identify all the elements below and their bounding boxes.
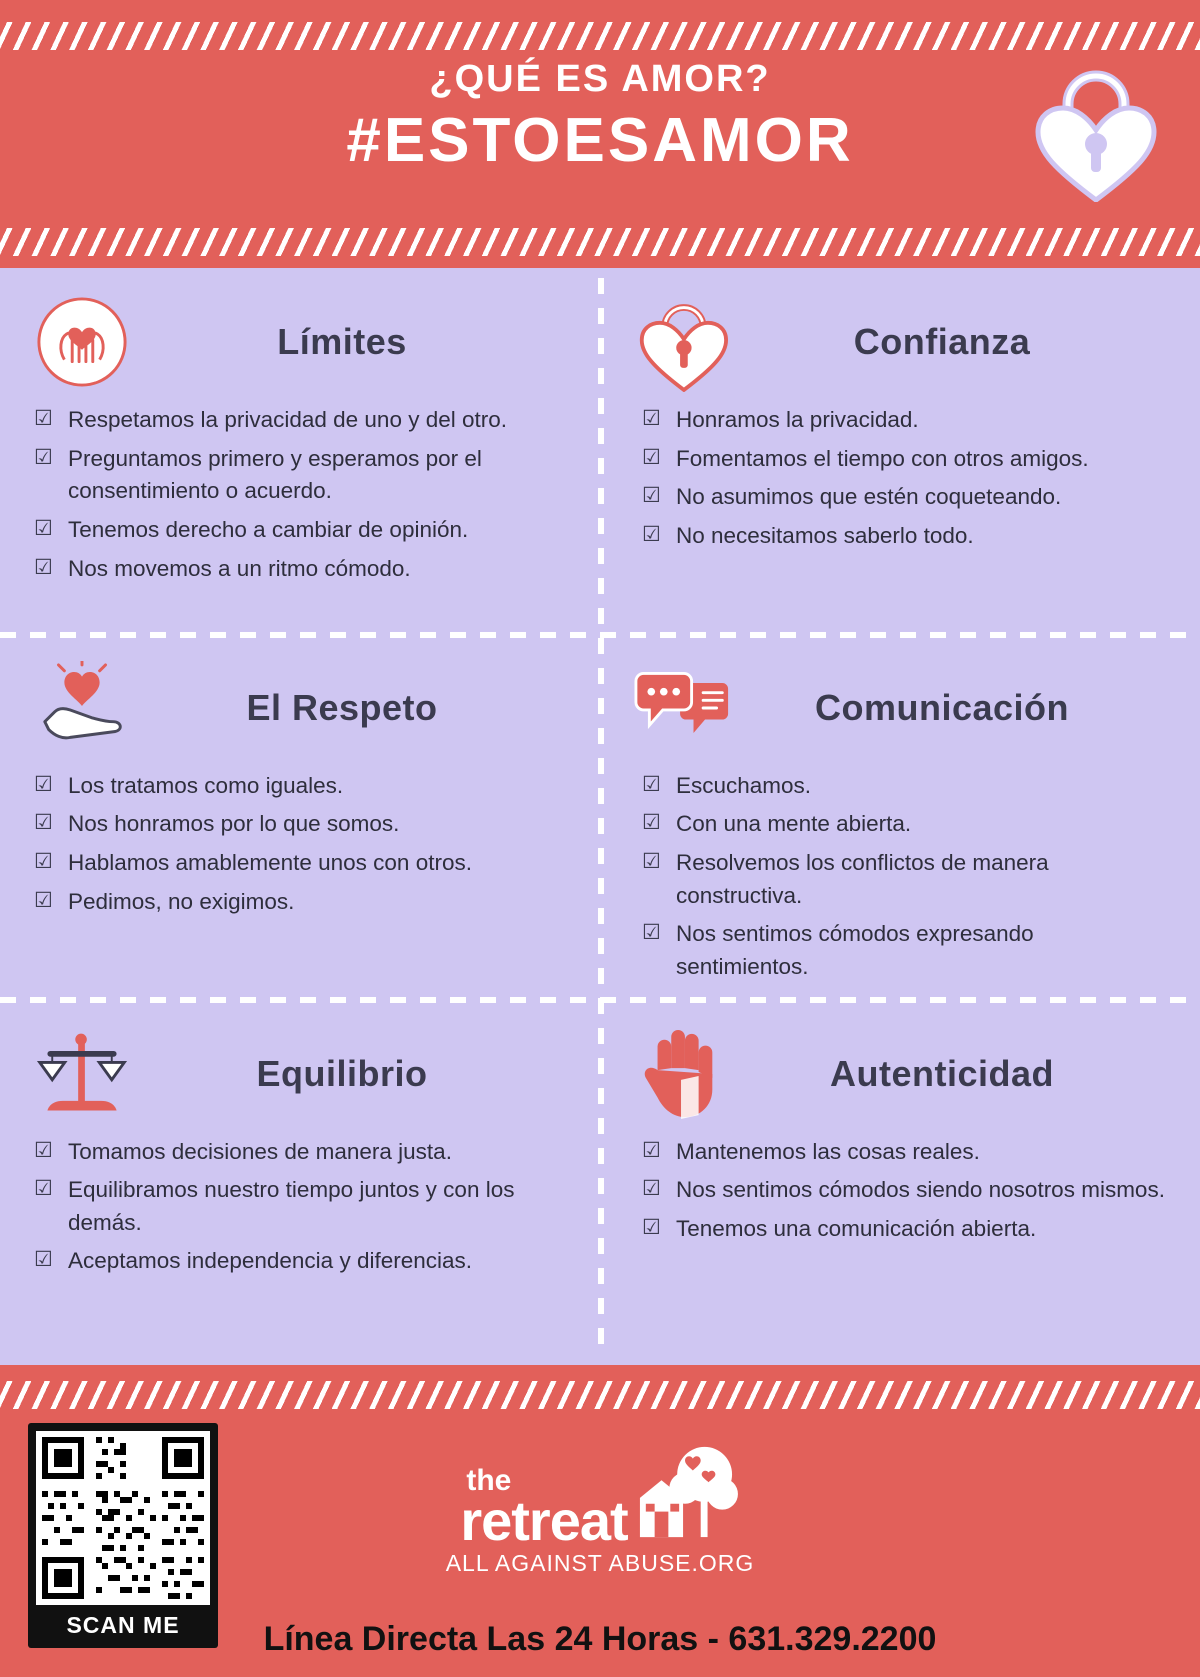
check-icon: ☑: [34, 850, 53, 873]
list-item-text: Tomamos decisiones de manera justa.: [68, 1138, 452, 1164]
list-item: [34, 770, 566, 803]
check-icon: ☑: [642, 1215, 661, 1239]
list-item-text: Nos movemos a un ritmo cómodo.: [68, 555, 411, 581]
section-title: Equilibrio: [256, 1052, 428, 1094]
list-item: [642, 520, 1166, 553]
list-item-text: Pedimos, no exigimos.: [68, 888, 295, 914]
stripe-decoration-top: [0, 22, 1200, 50]
check-icon: ☑: [642, 445, 661, 469]
list-item-text: Equilibramos nuestro tiempo juntos y con los demás.: [68, 1177, 515, 1235]
list-item: [642, 404, 1166, 437]
list-item: [34, 404, 566, 437]
list-item-text: Resolvemos los conflictos de manera constructiva.: [676, 850, 1049, 908]
section-bullets: [34, 1136, 566, 1279]
section-title: Límites: [277, 321, 407, 362]
section-bullets: [642, 1136, 1166, 1246]
check-icon: ☑: [642, 772, 661, 796]
list-item: [642, 1174, 1166, 1207]
section-header: [634, 290, 1166, 394]
list-item-text: No asumimos que estén coqueteando.: [676, 484, 1062, 510]
list-item: [34, 808, 566, 841]
list-item-text: Mantenemos las cosas reales.: [676, 1138, 980, 1164]
list-item-text: Tenemos derecho a cambiar de opinión.: [68, 516, 469, 542]
list-item-text: Tenemos una comunicación abierta.: [676, 1215, 1037, 1241]
check-icon: ☑: [34, 1138, 53, 1162]
balance-scale-icon: [34, 1026, 130, 1122]
check-icon: ☑: [34, 407, 53, 430]
list-item-text: Preguntamos primero y esperamos por el consentimiento o acuerdo.: [68, 445, 482, 504]
list-item: [34, 886, 566, 919]
raised-hand-icon: [634, 1025, 730, 1123]
section-el-respeto: [0, 634, 600, 1000]
list-item: [642, 1136, 1166, 1169]
list-item-text: Aceptamos independencia y diferencias.: [68, 1248, 473, 1274]
speech-bubbles-icon: [634, 669, 730, 747]
scan-me-label: SCAN ME: [66, 1612, 180, 1639]
check-icon: ☑: [34, 811, 53, 835]
section-confianza: [600, 268, 1200, 634]
logo-the: the: [466, 1464, 512, 1498]
stripe-decoration-bottom: [0, 228, 1200, 256]
poster-header: [0, 0, 1200, 268]
list-item-text: Hablamos amablemente unos con otros.: [68, 850, 472, 875]
check-icon: ☑: [34, 1248, 53, 1272]
list-item: [642, 443, 1166, 476]
hotline-text: Línea Directa Las 24 Horas - 631.329.2200: [263, 1620, 937, 1659]
section-bullets: [34, 770, 566, 919]
section-comunicacion: [600, 634, 1200, 1000]
section-equilibrio: [0, 1000, 600, 1366]
check-icon: ☑: [34, 516, 53, 540]
section-header: [34, 1022, 566, 1126]
content-grid: [0, 268, 1200, 1365]
section-autenticidad: [600, 1000, 1200, 1366]
list-item-text: Nos honramos por lo que somos.: [68, 811, 400, 837]
list-item-text: No necesitamos saberlo todo.: [676, 522, 974, 548]
list-item-text: Nos sentimos cómodos siendo nosotros mismos.: [676, 1177, 1165, 1203]
organization-logo: [0, 1443, 1200, 1577]
list-item: [34, 1174, 566, 1239]
logo-retreat: retreat: [460, 1488, 628, 1552]
section-title: Confianza: [853, 321, 1031, 362]
hand-with-heart-icon: [34, 661, 130, 755]
logo-wordmark: [460, 1464, 628, 1552]
poster-hashtag: #ESTOESAMOR: [346, 106, 854, 175]
list-item-text: Los tratamos como iguales.: [68, 772, 344, 798]
section-limites: [0, 268, 600, 634]
list-item-text: Fomentamos el tiempo con otros amigos.: [676, 445, 1089, 471]
check-icon: ☑: [34, 555, 53, 579]
check-icon: ☑: [34, 445, 53, 469]
list-item: [642, 808, 1166, 841]
check-icon: ☑: [642, 850, 661, 873]
list-item: [642, 1213, 1166, 1246]
header-title-block: [0, 58, 1200, 176]
list-item: [642, 918, 1166, 983]
check-icon: ☑: [642, 407, 661, 430]
house-tree-hearts-icon: [632, 1443, 740, 1546]
section-bullets: [642, 404, 1166, 553]
list-item-text: Honramos la privacidad.: [676, 407, 919, 432]
stripe-decoration-footer: [0, 1381, 1200, 1409]
section-title: Comunicación: [814, 686, 1070, 728]
list-item: [34, 514, 566, 547]
heart-padlock-icon: [634, 292, 730, 392]
list-item: [642, 481, 1166, 514]
section-title: El Respeto: [246, 686, 438, 728]
list-item: [34, 1136, 566, 1169]
list-item: [642, 770, 1166, 803]
section-title: Autenticidad: [829, 1052, 1054, 1094]
check-icon: ☑: [642, 811, 661, 835]
check-icon: ☑: [642, 484, 661, 508]
check-icon: ☑: [34, 1177, 53, 1201]
logo-lockup: [460, 1443, 739, 1552]
list-item: [642, 847, 1166, 912]
check-icon: ☑: [642, 1177, 661, 1201]
list-item-text: Escuchamos.: [676, 772, 812, 798]
section-header: [634, 656, 1166, 760]
list-item: [34, 1245, 566, 1278]
check-icon: ☑: [642, 522, 661, 546]
list-item: [34, 443, 566, 508]
check-icon: ☑: [34, 888, 53, 912]
hands-holding-heart-icon: [34, 295, 130, 389]
list-item-text: Nos sentimos cómodos expresando sentimientos.: [676, 921, 1034, 979]
section-header: [34, 656, 566, 760]
heart-padlock-icon: [1028, 52, 1158, 202]
poster-footer: [0, 1365, 1200, 1677]
logo-url: ALL AGAINST ABUSE.ORG: [445, 1550, 755, 1577]
section-header: [34, 290, 566, 394]
list-item-text: Respetamos la privacidad de uno y del otro.: [68, 407, 508, 432]
check-icon: ☑: [34, 772, 53, 796]
check-icon: ☑: [642, 921, 661, 945]
list-item: [34, 847, 566, 880]
section-header: [634, 1022, 1166, 1126]
section-bullets: [34, 404, 566, 585]
list-item: [34, 553, 566, 586]
poster-kicker: ¿QUÉ ES AMOR?: [429, 58, 771, 100]
list-item-text: Con una mente abierta.: [676, 811, 912, 837]
check-icon: ☑: [642, 1138, 661, 1162]
section-bullets: [642, 770, 1166, 984]
